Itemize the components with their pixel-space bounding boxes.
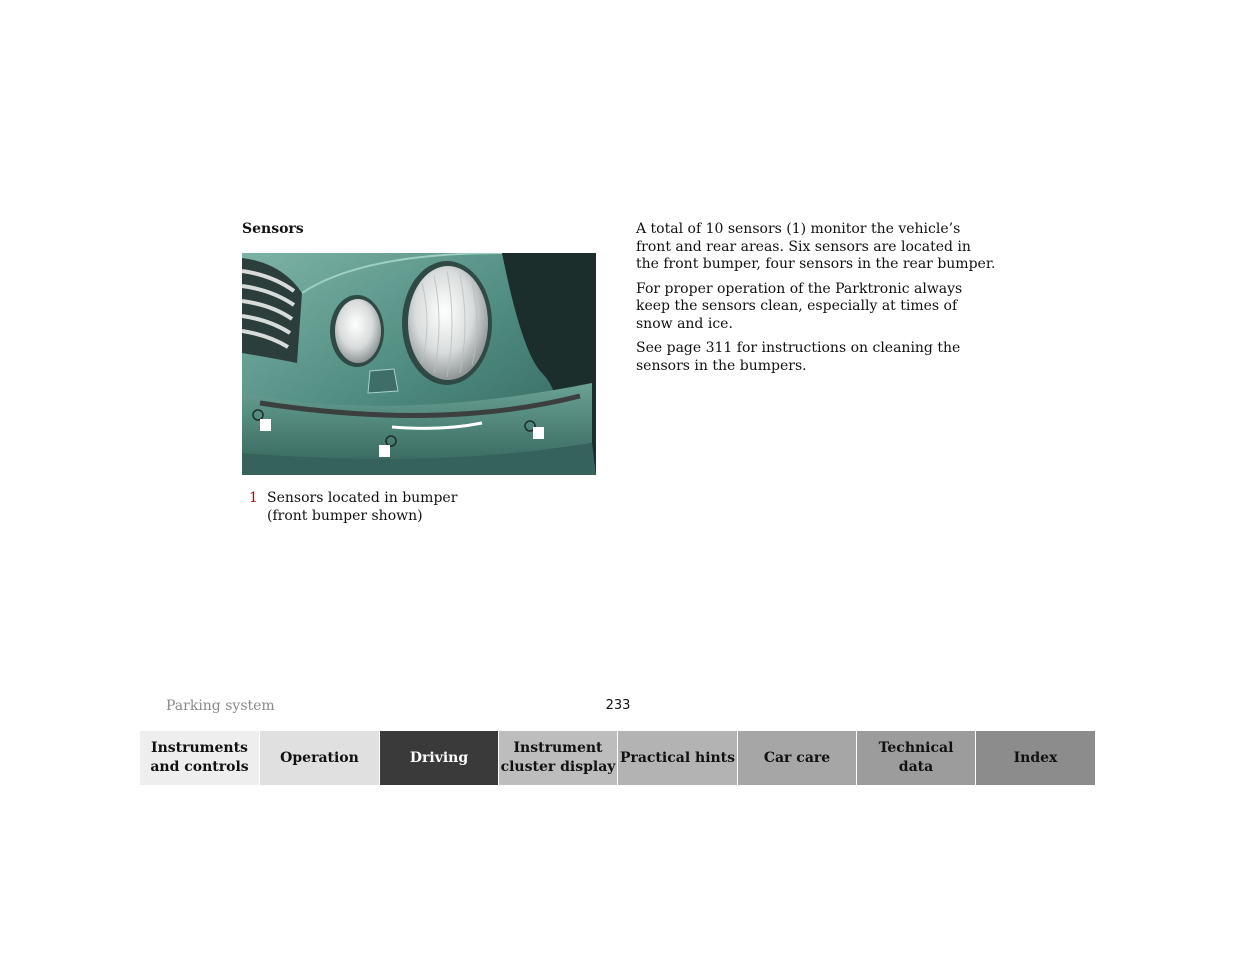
paragraph: See page 311 for instructions on cleaning the sensors in the bumpers. [636, 340, 961, 374]
sensor-callout-marker [260, 419, 271, 431]
tab-operation[interactable]: Operation [260, 731, 380, 785]
body-text [636, 221, 998, 382]
tab-practical-hints[interactable]: Practical hints [618, 731, 738, 785]
tab-instruments-and-controls[interactable]: Instruments and controls [140, 731, 260, 785]
tab-driving[interactable]: Driving [380, 731, 499, 785]
paragraph: For proper operation of the Parktronic always keep the sensors clean, especially at times of snow and ice. [636, 280, 963, 332]
tab-technical-data[interactable]: Technical data [857, 731, 976, 785]
chapter-nav-tabs [140, 731, 1095, 785]
footer-section-name: Parking system [166, 698, 275, 714]
page-number: 233 [605, 698, 631, 713]
caption-text: Sensors located in bumper (front bumper shown) [267, 490, 458, 524]
sensor-callout-marker [379, 445, 390, 457]
section-heading: Sensors [242, 221, 304, 237]
paragraph: A total of 10 sensors (1) monitor the vehicle’s front and rear areas. Six sensors are located in the front bumper, four sensors in the rear bumper. [636, 221, 996, 272]
tab-instrument-cluster-display[interactable]: Instrument cluster display [499, 731, 618, 785]
tab-car-care[interactable]: Car care [738, 731, 857, 785]
sensor-callout-marker [533, 427, 544, 439]
front-bumper-illustration [242, 253, 596, 475]
callout-number: 1 [249, 490, 258, 506]
tab-index[interactable]: Index [976, 731, 1095, 785]
